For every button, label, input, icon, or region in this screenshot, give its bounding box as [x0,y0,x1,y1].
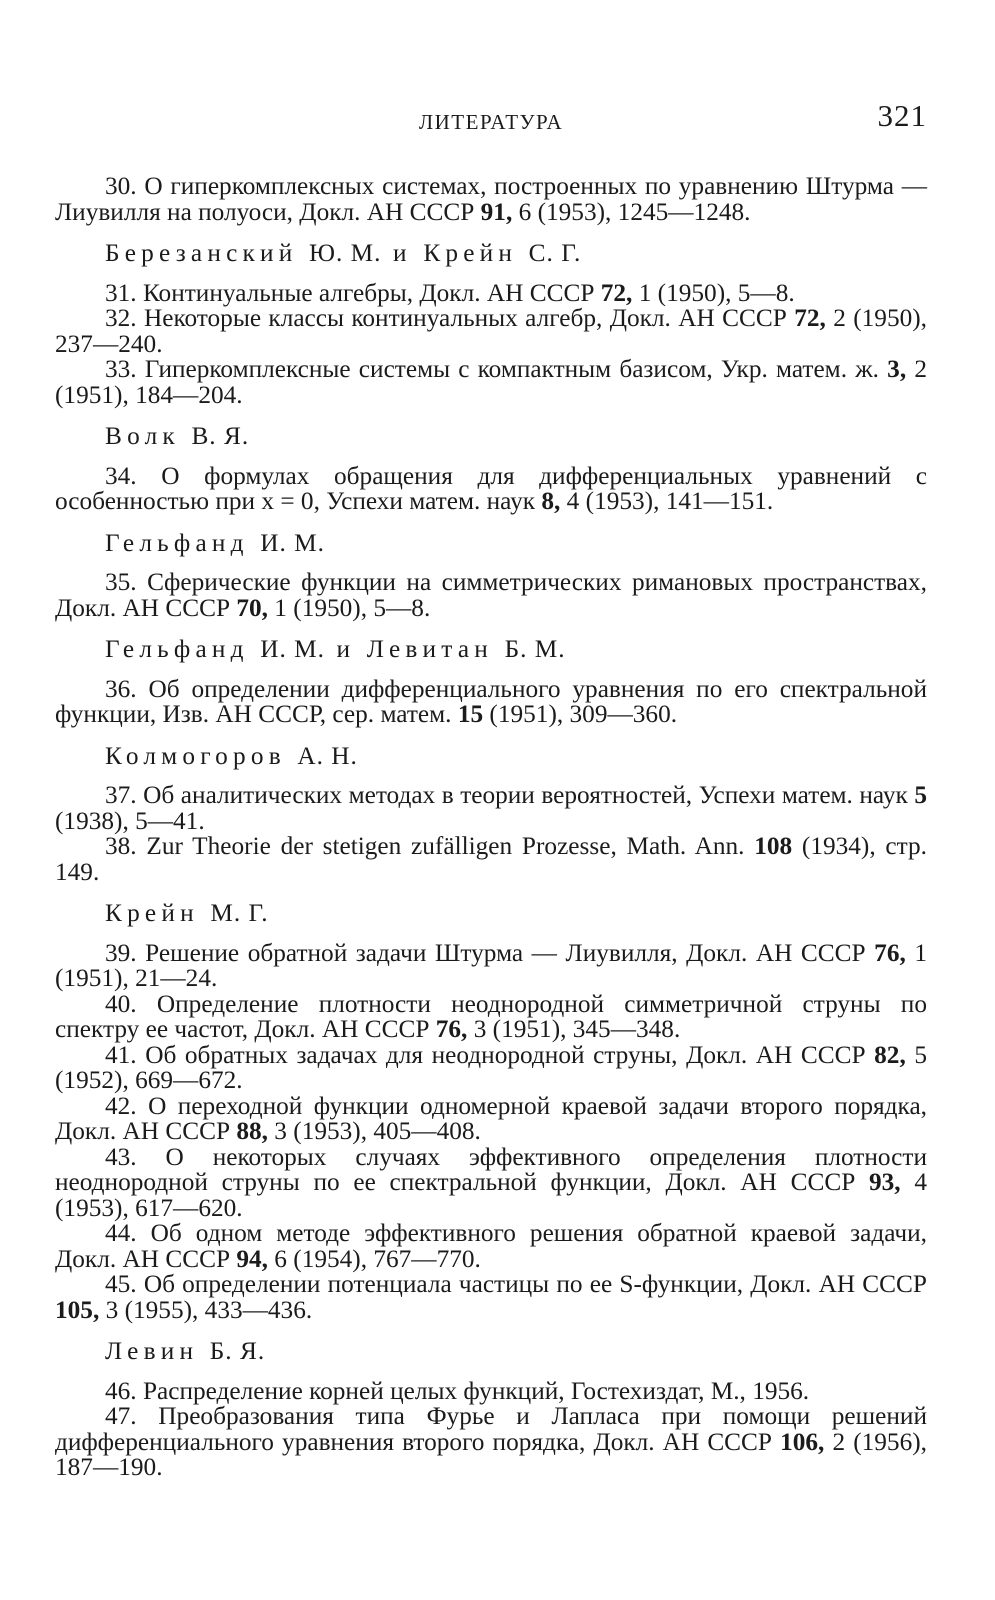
reference-entry [55,989,927,1043]
reference-post: 3 (1953), 405—408. [267,1117,481,1145]
reference-entry [55,1376,927,1405]
author-heading [105,424,927,450]
author-heading [105,528,927,557]
reference-post: 3 (1951), 345—348. [467,1015,681,1043]
author-initials: И. М. [260,528,325,557]
reference-pre: О формулах обращения для дифференциальных уравнений с особенностью при x = 0, Успехи матем. наук [55,461,927,515]
reference-entry [55,674,927,728]
reference-pre: Преобразования типа Фурье и Лапласа при помощи решений дифференциального уравнения второго порядка, Докл. АН СССР [55,1402,927,1456]
reference-num: 38. [105,832,137,860]
reference-pre: О переходной функции одномерной краевой задачи второго порядка, Докл. АН СССР [55,1091,927,1145]
reference-post: (1951), 309—360. [483,700,678,728]
reference-pre: Гиперкомплексные системы с компактным базисом, Укр. матем. ж. [136,355,888,383]
reference-vol: 3, [887,355,907,383]
author-initials2: С. Г. [528,239,582,267]
reference-entry [55,357,927,408]
reference-entry [55,938,928,992]
reference-pre: Решение обратной задачи Штурма — Лиувилля, Докл. АН СССР [136,938,875,967]
reference-entry [55,834,927,885]
reference-pre: Распределение корней целых функций, Гостехиздат, М., 1956. [136,1376,810,1405]
reference-entry [55,278,927,307]
page-number: 321 [877,98,927,133]
author-initials: М. Г. [210,899,269,927]
reference-vol: 76, [874,938,906,967]
author-name: Крейн [105,899,199,927]
reference-post: 6 (1954), 767—770. [267,1244,481,1273]
author-name2: Левитан [366,635,494,663]
reference-vol: 70, [236,593,268,622]
reference-entry [55,1404,927,1481]
author-heading [105,901,927,927]
reference-num: 47. [105,1402,137,1430]
reference-vol: 88, [236,1117,268,1145]
reference-post: 1 (1950), 5—8. [267,593,431,622]
reference-pre: Определение плотности неоднородной симметричной струны по спектру ее частот, Докл. АН СССР [55,989,927,1043]
reference-entry [55,1221,927,1272]
reference-pre: Об одном методе эффективного решения обратной краевой задачи, Докл. АН СССР [55,1219,927,1273]
reference-num: 31. [105,278,137,307]
reference-vol: 72, [600,278,633,307]
reference-entry [55,1142,927,1222]
reference-entry [55,174,927,225]
reference-num: 40. [105,989,137,1018]
reference-entry [55,783,927,834]
reference-num: 34. [105,461,137,490]
reference-vol: 108 [754,832,793,860]
reference-entry [55,1040,927,1094]
reference-pre: О некоторых случаях эффективного определения плотности неоднородной струны по ее спектральной функции, Докл. АН СССР [55,1142,927,1196]
reference-num: 44. [105,1219,137,1247]
reference-num: 41. [105,1040,137,1069]
author-conj: и [393,239,412,267]
reference-post: 4 (1953), 141—151. [560,487,774,515]
reference-list [55,174,927,1481]
author-name2: Крейн [423,239,518,267]
author-name: Гельфанд [105,528,249,557]
reference-post: (1938), 5—41. [55,806,205,835]
author-initials: Б. Я. [209,1337,266,1365]
author-initials: А. Н. [297,741,358,770]
author-heading [105,1339,927,1365]
reference-num: 45. [105,1270,137,1298]
reference-pre: Об обратных задачах для неоднородной струны, Докл. АН СССР [136,1040,875,1069]
reference-num: 37. [105,781,137,809]
author-initials: В. Я. [191,422,250,450]
reference-num: 30. [105,172,137,200]
reference-post: 2 (1956), 187—190. [55,1427,927,1481]
reference-vol: 72, [794,304,826,332]
author-name: Колмогоров [105,741,286,770]
reference-post: 3 (1955), 433—436. [99,1295,313,1324]
reference-entry [55,1091,927,1145]
reference-entry [55,570,927,621]
reference-post: 2 (1950), 237—240. [55,304,927,358]
reference-num: 36. [105,674,137,703]
reference-vol: 93, [868,1168,901,1196]
reference-num: 42. [105,1091,137,1120]
reference-vol: 105, [55,1295,100,1324]
reference-pre: Некоторые классы континуальных алгебр, Докл. АН СССР [136,304,795,332]
author-name: Березанский [105,239,298,267]
reference-pre: Об определении потенциала частицы по ее S-функции, Докл. АН СССР [136,1270,927,1298]
reference-post: 6 (1953), 1245—1248. [512,197,751,226]
reference-vol: 76, [435,1015,468,1043]
reference-post: 1 (1951), 21—24. [55,938,928,992]
reference-num: 35. [105,568,137,596]
running-title: ЛИТЕРАТУРА [418,110,564,134]
reference-entry [55,461,927,515]
author-initials: Ю. М. [309,239,382,267]
reference-vol: 94, [236,1244,268,1273]
author-heading [105,741,927,770]
reference-entry [55,306,927,357]
reference-num: 33. [105,355,137,383]
reference-num: 39. [105,938,137,967]
reference-post: 5 (1952), 669—672. [55,1040,927,1094]
book-page [55,0,927,1481]
author-name: Гельфанд [105,635,249,663]
reference-vol: 8, [541,487,561,515]
reference-entry [55,1272,927,1323]
reference-vol: 82, [874,1040,906,1069]
reference-pre: Об аналитических методах в теории вероятностей, Успехи матем. наук [136,781,915,809]
reference-num: 43. [105,1142,137,1171]
author-conj: и [336,635,356,663]
reference-vol: 106, [780,1427,825,1456]
reference-vol: 5 [914,781,927,809]
reference-pre: О гиперкомплексных системах, построенных по уравнению Штурма — Лиувилля на полуоси, Докл. АН СССР [55,172,927,226]
author-heading [105,637,927,663]
author-initials2: Б. М. [504,635,566,663]
reference-pre: Об определении дифференциального уравнения по его спектральной функции, Изв. АН СССР, сер. матем. [55,674,927,728]
reference-post: 2 (1951), 184—204. [55,355,927,409]
reference-num: 32. [105,304,137,332]
reference-num: 46. [105,1376,137,1405]
reference-pre: Zur Theorie der stetigen zufälligen Prozesse, Math. Ann. [136,832,755,860]
page-header [55,88,927,148]
author-name: Левин [105,1337,199,1365]
author-heading [105,241,927,267]
author-initials: И. М. [260,635,325,663]
author-name: Волк [105,422,180,450]
reference-post: 4 (1953), 617—620. [55,1168,927,1222]
reference-pre: Сферические функции на симметрических римановых пространствах, Докл. АН СССР [55,568,927,622]
reference-pre: Континуальные алгебры, Докл. АН СССР [136,278,601,307]
reference-vol: 15 [457,700,484,728]
reference-post: 1 (1950), 5—8. [632,278,795,307]
reference-post: (1934), стр. 149. [55,832,927,886]
reference-vol: 91, [480,197,513,226]
